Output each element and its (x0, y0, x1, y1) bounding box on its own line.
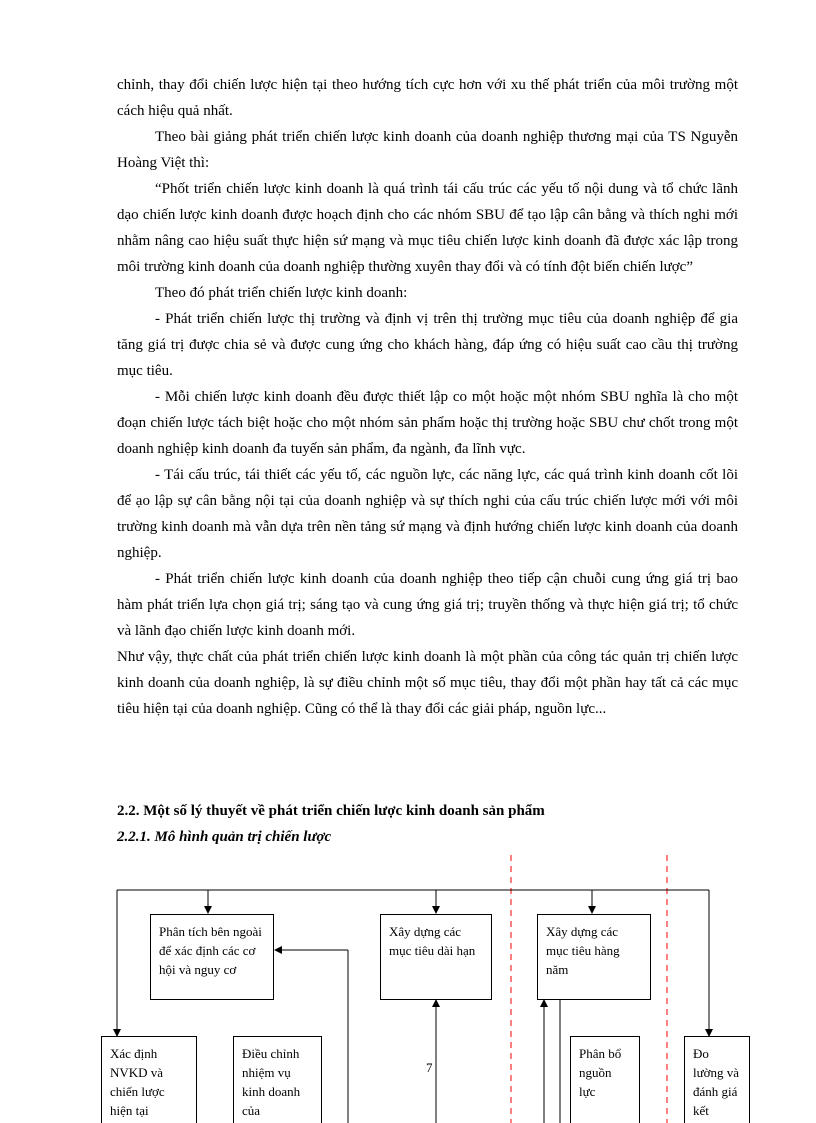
bullet-paragraph: - Tái cấu trúc, tái thiết các yếu tố, các nguồn lực, các năng lực, các quá trình kinh doanh cốt lõi để ạo lập sự cân bằng nội tại của doanh nghiệp và sự thích nghi của cấu trúc chiến lược mới với môi trường kinh doanh mà vẫn dựa trên nền tảng sứ mạng và định hướng chiến lược kinh doanh của doanh nghiệp. (117, 467, 738, 561)
adjust-mission-box (233, 1036, 322, 1123)
quote-paragraph: “Phốt triển chiến lược kinh doanh là quá trình tái cấu trúc các yếu tố nội dung và tổ chức lãnh dạo chiến lược kinh doanh được hoạch định cho các nhóm SBU để tạo lập cân bằng và thích nghi mới nhằm nâng cao hiệu suất thực hiện sứ mạng và mục tiêu chiến lược kinh doanh đã được xác lập trong môi trường kinh doanh của doanh nghiệp thường xuyên thay đổi và có tính đột biến chiến lược” (117, 181, 738, 275)
box-label: Phân bổ nguồn lực (579, 1046, 622, 1099)
paragraph: Theo đó phát triển chiến lược kinh doanh: (155, 285, 408, 301)
bullet-paragraph: - Phát triển chiến lược thị trường và định vị trên thị trường mục tiêu của doanh nghiệp để gia tăng giá trị được chia sẻ và được cung ứng cho khách hàng, đáp ứng có hiệu suất cao cầu thị trường mục tiêu. (117, 311, 738, 379)
box-label: Điều chỉnh nhiệm vụ kinh doanh của (242, 1046, 301, 1118)
summary-paragraph: Như vậy, thực chất của phát triển chiến lược kinh doanh là một phần của công tác quản trị chiến lược kinh doanh của doanh nghiệp, là sự điều chỉnh một số mục tiêu, thay đổi một phần hay tất cả các mục tiêu hiện tại của doanh nghiệp. Cũng có thể là thay đổi các giải pháp, nguồn lực... (117, 649, 738, 717)
subsection-heading: 2.2.1. Mô hình quản trị chiến lược (117, 829, 332, 845)
annual-goals-box (537, 914, 651, 1000)
strategy-diagram (0, 850, 816, 1123)
allocate-resources-box (570, 1036, 640, 1123)
bullet-paragraph: - Mỗi chiến lược kinh doanh đều được thiết lập co một hoặc một nhóm SBU nghĩa là cho một đoạn chiến lược tách biệt hoặc cho một nhóm sản phẩm hoặc thị trường hoặc SBU chư chốt trong một doanh nghiệp kinh doanh đa tuyến sản phẩm, đa ngành, đa lĩnh vực. (117, 389, 738, 457)
box-label: Phân tích bên ngoài để xác định các cơ hội và nguy cơ (159, 924, 262, 977)
bullet-paragraph: - Phát triển chiến lược kinh doanh của doanh nghiệp theo tiếp cận chuỗi cung ứng giá trị bao hàm phát triển lựa chọn giá trị; sáng tạo và cung ứng giá trị; truyền thống và thực hiện giá trị; tổ chức và lãnh đạo chiến lược kinh doanh mới. (117, 571, 738, 639)
box-label: Xác định NVKD và chiến lược hiện tại (110, 1046, 165, 1118)
page-number: 7 (426, 1060, 433, 1075)
identify-mission-box (101, 1036, 197, 1123)
paragraph: Theo bài giảng phát triển chiến lược kinh doanh của doanh nghiệp thương mại của TS Nguyễn Hoàng Việt thì: (117, 129, 738, 171)
measure-evaluate-box (684, 1036, 750, 1123)
paragraph: chỉnh, thay đổi chiến lược hiện tại theo hướng tích cực hơn với xu thế phát triển của môi trường một cách hiệu quả nhất. (117, 77, 738, 119)
body-text (117, 72, 738, 722)
section-heading: 2.2. Một số lý thuyết về phát triển chiến lược kinh doanh sản phẩm (117, 803, 545, 819)
box-label: Đo lường và đánh giá kết (693, 1046, 740, 1118)
long-term-goals-box (380, 914, 492, 1000)
external-analysis-box (150, 914, 274, 1000)
box-label: Xây dựng các mục tiêu hàng năm (546, 924, 620, 977)
box-label: Xây dựng các mục tiêu dài hạn (389, 924, 476, 958)
